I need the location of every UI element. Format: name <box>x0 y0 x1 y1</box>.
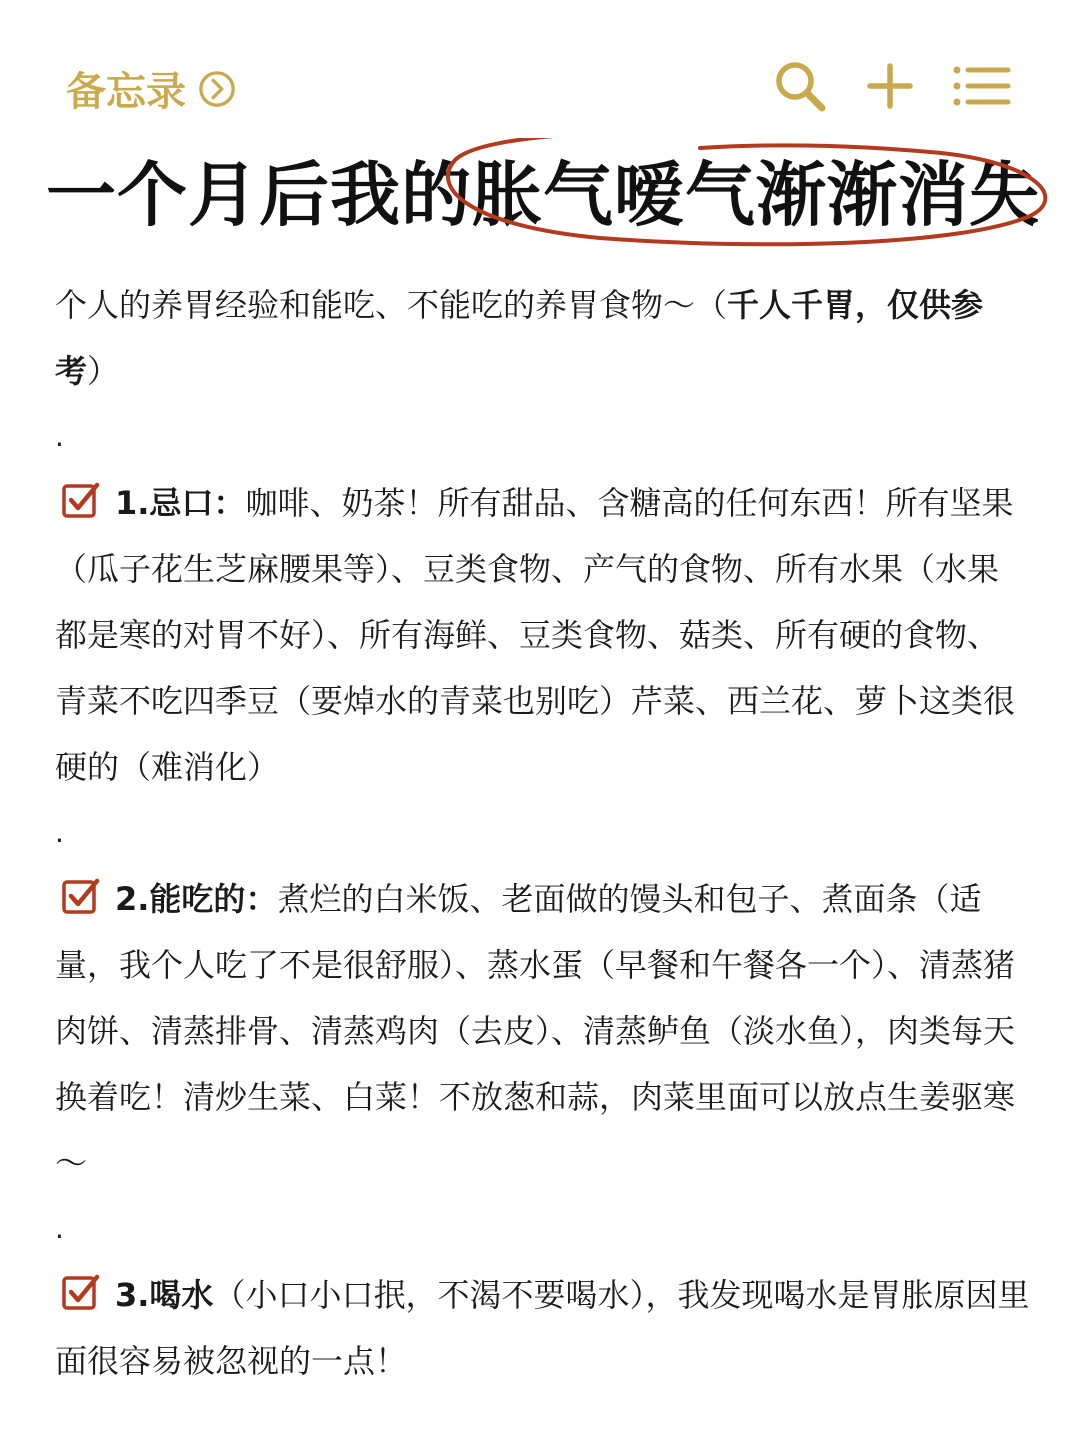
chevron-right-circle-icon <box>198 70 236 108</box>
top-bar <box>0 0 1080 130</box>
search-icon[interactable] <box>772 58 828 114</box>
checkbox-checked-icon[interactable] <box>61 1272 101 1312</box>
item-label: 2.能吃的： <box>115 880 278 918</box>
item-label: 3.喝水 <box>115 1276 214 1314</box>
intro-bold-text: 千人千胃，仅供参考 <box>55 286 984 390</box>
list-item <box>55 866 1030 1196</box>
checkbox-checked-icon[interactable] <box>61 876 101 916</box>
separator-dot: . <box>55 420 64 453</box>
intro-tail-text: ） <box>87 352 120 390</box>
item-label: 1.忌口： <box>115 484 246 522</box>
list-item <box>55 470 1030 800</box>
list-icon[interactable] <box>952 58 1012 114</box>
plus-icon[interactable] <box>862 58 918 114</box>
list-item <box>55 1262 1030 1394</box>
note-title[interactable]: 一个月后我的胀气嗳气渐渐消失 <box>46 154 1040 236</box>
item-text: 煮烂的白米饭、老面做的馒头和包子、煮面条（适量，我个人吃了不是很舒服）、蒸水蛋（早餐和午餐各一个）、清蒸猪肉饼、清蒸排骨、清蒸鸡肉（去皮）、清蒸鲈鱼（淡水鱼），肉类每天换着吃！清炒生菜、白菜！不放葱和蒜，肉菜里面可以放点生姜驱寒～ <box>55 880 1016 1182</box>
note-title-area <box>0 138 1080 248</box>
separator-dot: . <box>55 816 64 849</box>
separator-dot: . <box>55 1212 64 1245</box>
intro-paragraph <box>55 272 1030 404</box>
back-to-notes-button[interactable] <box>66 60 236 117</box>
intro-text: 个人的养胃经验和能吃、不能吃的养胃食物～（ <box>55 286 728 324</box>
item-text: 咖啡、奶茶！所有甜品、含糖高的任何东西！所有坚果（瓜子花生芝麻腰果等）、豆类食物、产气的食物、所有水果（水果都是寒的对胃不好）、所有海鲜、豆类食物、菇类、所有硬的食物、青菜不吃四季豆（要焯水的青菜也别吃）芹菜、西兰花、萝卜这类很硬的（难消化） <box>55 484 1016 786</box>
note-body[interactable] <box>55 272 1030 1394</box>
checkbox-checked-icon[interactable] <box>61 480 101 520</box>
back-label: 备忘录 <box>66 69 186 115</box>
item-text: （小口小口抿，不渴不要喝水），我发现喝水是胃胀原因里面很容易被忽视的一点！ <box>55 1276 1030 1380</box>
